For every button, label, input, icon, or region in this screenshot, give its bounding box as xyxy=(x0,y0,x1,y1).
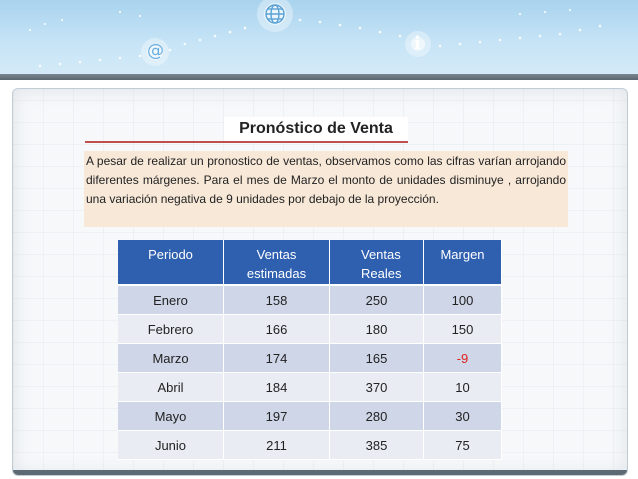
cell-margen: 150 xyxy=(424,315,502,344)
table-row xyxy=(118,402,502,431)
description-paragraph: A pesar de realizar un pronostico de ventas, observamos como las cifras varían arrojando diferentes márgenes. Para el mes de Marzo el monto de unidades disminuye , arrojando una variación negativa de 9 unidades por debajo de la proyección. xyxy=(84,151,568,227)
cell-estimadas: 158 xyxy=(224,286,330,315)
header-ventas-estimadas: Ventas estimadas xyxy=(224,240,330,286)
cell-estimadas: 211 xyxy=(224,431,330,460)
cell-margen: 10 xyxy=(424,373,502,402)
header-banner xyxy=(0,0,638,80)
cell-margen: 75 xyxy=(424,431,502,460)
header-ventas-reales: Ventas Reales xyxy=(330,240,424,286)
cell-estimadas: 166 xyxy=(224,315,330,344)
frame-bottom-strip xyxy=(13,470,627,475)
title-underline xyxy=(85,141,408,143)
table-row xyxy=(118,315,502,344)
cell-margen: 100 xyxy=(424,286,502,315)
sales-forecast-table xyxy=(118,240,502,460)
slide-title: Pronóstico de Venta xyxy=(224,117,408,141)
cell-estimadas: 184 xyxy=(224,373,330,402)
cell-periodo: Febrero xyxy=(118,315,224,344)
table-row xyxy=(118,373,502,402)
cell-reales: 280 xyxy=(330,402,424,431)
cell-estimadas: 197 xyxy=(224,402,330,431)
table-row xyxy=(118,431,502,460)
cell-reales: 180 xyxy=(330,315,424,344)
cell-reales: 385 xyxy=(330,431,424,460)
network-decoration xyxy=(0,0,638,80)
cell-periodo: Junio xyxy=(118,431,224,460)
cell-periodo: Marzo xyxy=(118,344,224,373)
cell-reales: 165 xyxy=(330,344,424,373)
cell-margen: 30 xyxy=(424,402,502,431)
header-margen: Margen xyxy=(424,240,502,286)
table-header-row xyxy=(118,240,502,286)
header-periodo: Periodo xyxy=(118,240,224,286)
table-row xyxy=(118,286,502,315)
cell-periodo: Abril xyxy=(118,373,224,402)
cell-reales: 250 xyxy=(330,286,424,315)
cell-periodo: Mayo xyxy=(118,402,224,431)
at-icon: @ xyxy=(147,41,164,61)
info-icon: i xyxy=(414,33,421,54)
table-row xyxy=(118,344,502,373)
cell-margen-negative: -9 xyxy=(424,344,502,373)
banner-divider xyxy=(0,74,638,80)
cell-estimadas: 174 xyxy=(224,344,330,373)
cell-reales: 370 xyxy=(330,373,424,402)
cell-periodo: Enero xyxy=(118,286,224,315)
